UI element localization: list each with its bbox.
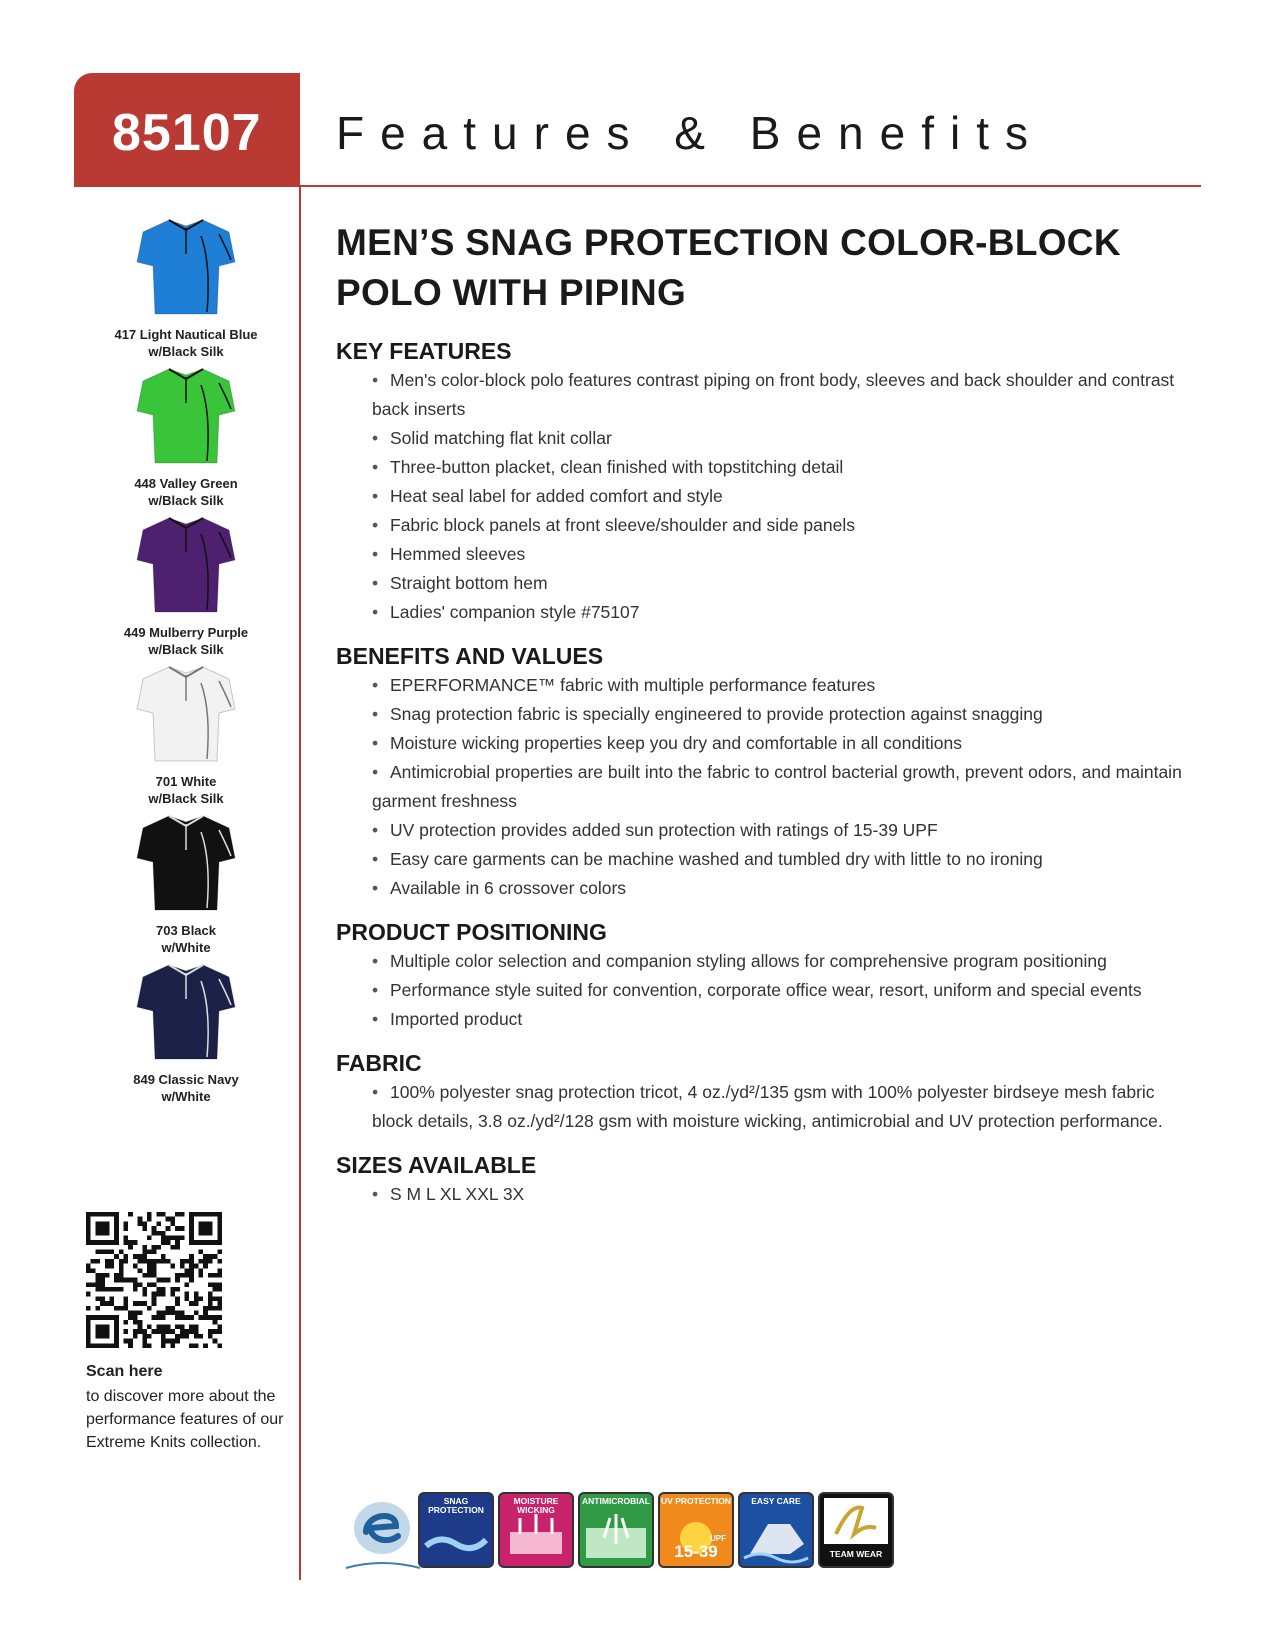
badge-label: ANTIMICROBIAL <box>582 1496 650 1506</box>
bullet-item: • Easy care garments can be machine washed and tumbled dry with little to no ironing <box>372 845 1196 874</box>
benefits-list <box>336 671 1196 903</box>
upf-rating: 15-39 <box>674 1542 718 1561</box>
badge-label: TEAM WEAR <box>829 1549 883 1559</box>
polo-shirt-icon <box>131 810 241 916</box>
product-title <box>336 218 1196 318</box>
style-number-tab <box>74 73 300 187</box>
bullet-item: • Moisture wicking properties keep you dry and comfortable in all conditions <box>372 729 1196 758</box>
badge-label: MOISTURE WICKING <box>513 1496 559 1515</box>
positioning-list <box>336 947 1196 1034</box>
color-swatch[interactable] <box>86 214 286 360</box>
fabric-list <box>336 1078 1196 1136</box>
sidebar-divider <box>299 187 301 1580</box>
color-trim: w/Black Silk <box>148 791 224 806</box>
bullet-item: • Fabric block panels at front sleeve/shoulder and side panels <box>372 511 1196 540</box>
eperformance-logo-icon <box>336 1488 428 1580</box>
color-swatch[interactable] <box>86 810 286 956</box>
page-title: Features & Benefits <box>336 107 1044 159</box>
key-features-heading: KEY FEATURES <box>336 338 512 364</box>
bullet-item: • 100% polyester snag protection tricot, 4 oz./yd²/135 gsm with 100% polyester birdseye mesh fabric block details, 3.8 oz./yd²/128 gsm with moisture wicking, antimicrobial and UV protection performance. <box>372 1078 1196 1136</box>
bullet-item: • Straight bottom hem <box>372 569 1196 598</box>
color-swatch[interactable] <box>86 959 286 1105</box>
bullet-item: • UV protection provides added sun protection with ratings of 15-39 UPF <box>372 816 1196 845</box>
moisture-wicking-icon <box>498 1492 574 1568</box>
bullet-item: • Hemmed sleeves <box>372 540 1196 569</box>
polo-shirt-icon <box>131 959 241 1065</box>
qr-heading: Scan here <box>86 1363 163 1380</box>
sizes-heading: SIZES AVAILABLE <box>336 1152 537 1178</box>
bullet-item: • Solid matching flat knit collar <box>372 424 1196 453</box>
sizes-list <box>336 1180 1196 1209</box>
polo-shirt-icon <box>131 363 241 469</box>
bullet-item: • Men's color-block polo features contrast piping on front body, sleeves and back shoulder and contrast back inserts <box>372 366 1196 424</box>
polo-shirt-icon <box>131 512 241 618</box>
snag-protection-icon <box>418 1492 494 1568</box>
product-title-line1: MEN’S SNAG PROTECTION COLOR-BLOCK <box>336 222 1121 263</box>
bullet-item: • Antimicrobial properties are built into the fabric to control bacterial growth, prevent odors, and maintain garment freshness <box>372 758 1196 816</box>
bullet-item: • Imported product <box>372 1005 1196 1034</box>
bullet-item: • Available in 6 crossover colors <box>372 874 1196 903</box>
color-trim: w/Black Silk <box>148 493 224 508</box>
key-features-list <box>336 366 1196 627</box>
style-number: 85107 <box>112 104 262 162</box>
uv-protection-icon <box>658 1492 734 1568</box>
polo-shirt-icon <box>131 661 241 767</box>
fabric-heading: FABRIC <box>336 1050 422 1076</box>
color-trim: w/Black Silk <box>148 642 224 657</box>
bullet-item: • Heat seal label for added comfort and style <box>372 482 1196 511</box>
bullet-item: • Ladies' companion style #75107 <box>372 598 1196 627</box>
color-swatch[interactable] <box>86 363 286 509</box>
badge-label: EASY CARE <box>751 1496 801 1506</box>
upf-label: UPF <box>710 1534 726 1543</box>
color-swatch[interactable] <box>86 661 286 807</box>
color-trim: w/Black Silk <box>148 344 224 359</box>
color-name: 448 Valley Green <box>134 476 238 491</box>
color-name: 417 Light Nautical Blue <box>114 327 258 342</box>
bullet-item: • Snag protection fabric is specially engineered to provide protection against snagging <box>372 700 1196 729</box>
positioning-heading: PRODUCT POSITIONING <box>336 919 607 945</box>
antimicrobial-icon <box>578 1492 654 1568</box>
badge-label: UV PROTECTION <box>661 1496 731 1506</box>
bullet-item: • EPERFORMANCE™ fabric with multiple performance features <box>372 671 1196 700</box>
bullet-item: • Three-button placket, clean finished with topstitching detail <box>372 453 1196 482</box>
qr-description: to discover more about the performance features of our Extreme Knits collection. <box>86 1388 284 1451</box>
easy-care-icon <box>738 1492 814 1568</box>
bullet-item: • Multiple color selection and companion styling allows for comprehensive program positioning <box>372 947 1196 976</box>
polo-shirt-icon <box>131 214 241 320</box>
qr-code[interactable] <box>86 1212 222 1348</box>
team-wear-icon <box>818 1492 894 1568</box>
color-swatch[interactable] <box>86 512 286 658</box>
product-title-line2: POLO WITH PIPING <box>336 272 687 313</box>
color-trim: w/White <box>161 940 211 955</box>
color-name: 703 Black <box>156 923 216 938</box>
bullet-item: • S M L XL XXL 3X <box>372 1180 1196 1209</box>
color-trim: w/White <box>161 1089 211 1104</box>
bullet-item: • Performance style suited for convention, corporate office wear, resort, uniform and special events <box>372 976 1196 1005</box>
color-name: 449 Mulberry Purple <box>123 625 249 640</box>
color-name: 701 White <box>155 774 217 789</box>
feature-icon-strip <box>336 1488 936 1580</box>
benefits-heading: BENEFITS AND VALUES <box>336 643 604 669</box>
header-divider <box>300 185 1201 187</box>
badge-label: SNAG PROTECTION <box>428 1496 484 1515</box>
main-content <box>336 218 1196 1223</box>
color-name: 849 Classic Navy <box>133 1072 239 1087</box>
